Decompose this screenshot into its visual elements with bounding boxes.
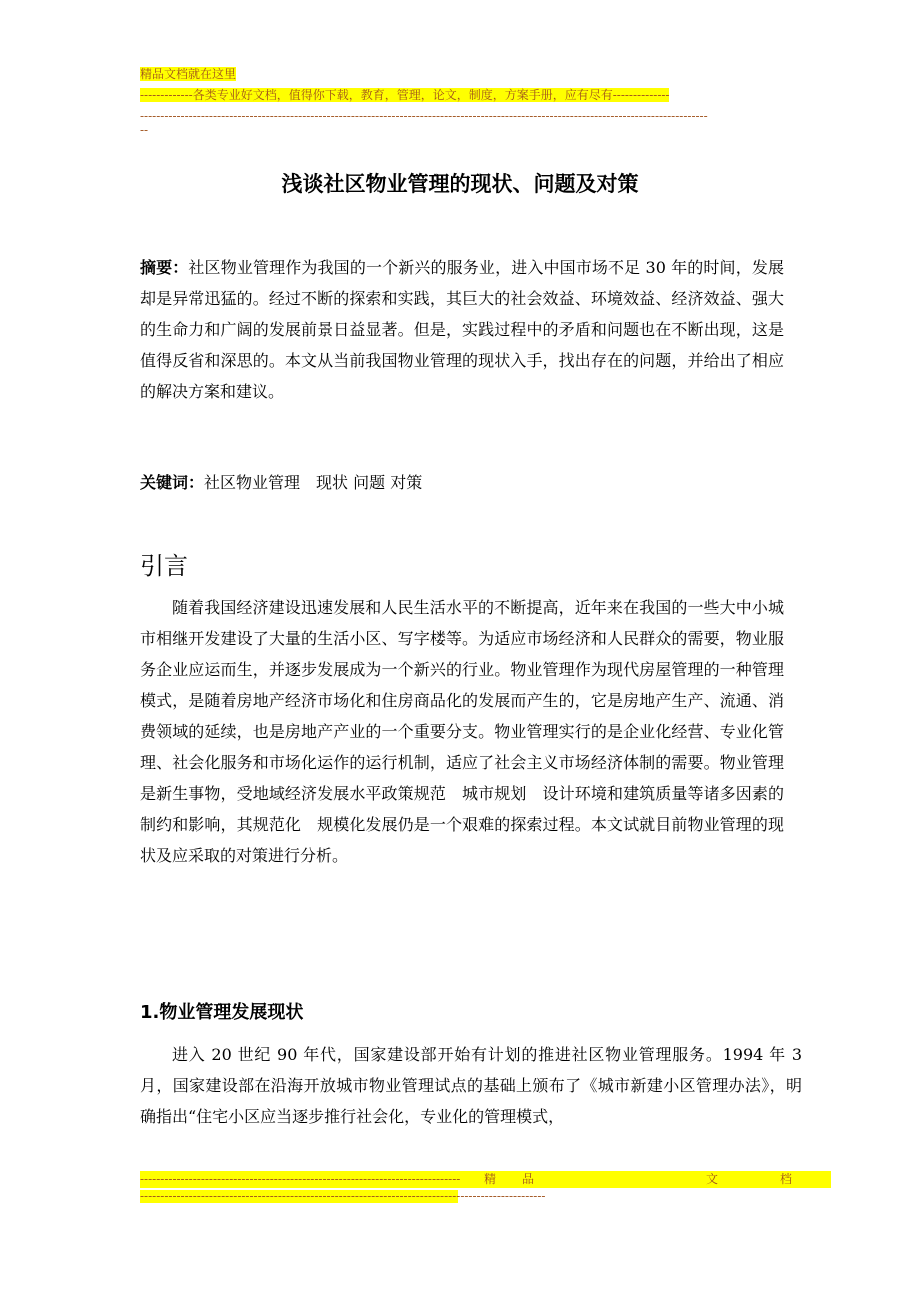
abstract-text: 社区物业管理作为我国的一个新兴的服务业，进入中国市场不足 30 年的时间，发展却是异常迅猛的。经过不断的探索和实践，其巨大的社会效益、环境效益、经济效益、强大的生命力和广阔的发展前景日益显著。但是，实践过程中的矛盾和问题也在不断出现，这是值得反省和深思的。本文从当前我国物业管理的现状入手，找出存在的问题，并给出了相应的解决方案和建议。: [140, 258, 784, 401]
header-line-4: --: [140, 123, 149, 137]
footer-word-2: 品: [522, 1172, 535, 1186]
intro-body: 随着我国经济建设迅速发展和人民生活水平的不断提高，近年来在我国的一些大中小城市相继开发建设了大量的生活小区、写字楼等。为适应市场经济和人民群众的需要，物业服务企业应运而生，并逐步发展成为一个新兴的行业。物业管理作为现代房屋管理的一种管理模式，是随着房地产经济市场化和住房商品化的发展而产生的，它是房地产生产、流通、消费领域的延续，也是房地产产业的一个重要分支。物业管理实行的是企业化经营、专业化管理、社会化服务和市场化运作的运行机制，适应了社会主义市场经济体制的需要。物业管理是新生事物，受地域经济发展水平政策规范 城市规划 设计环境和建筑质量等诸多因素的制约和影响，其规范化 规模化发展仍是一个艰难的探索过程。本文试就目前物业管理的现状及应采取的对策进行分析。: [140, 598, 784, 865]
footer-line-1: [140, 1171, 831, 1188]
section-1-heading: 1.物业管理发展现状: [140, 1002, 304, 1023]
intro-heading: 引言: [140, 552, 188, 580]
keywords-text: 社区物业管理 现状 问题 对策: [204, 473, 423, 492]
footer-line-2: ----------------------------------------------------------------------------------------------------: [140, 1189, 546, 1203]
footer-dashes: -------------------------------------------------------------------------------: [140, 1172, 461, 1186]
footer-word-1: 精: [484, 1172, 497, 1186]
section-1-body: 进入 20 世纪 90 年代，国家建设部开始有计划的推进社区物业管理服务。1994 年 3 月，国家建设部在沿海开放城市物业管理试点的基础上颁布了《城市新建小区管理办法》，明确指出“住宅小区应当逐步推行社会化，专业化的管理模式，: [140, 1045, 802, 1126]
keywords-paragraph: [140, 467, 784, 498]
footer-word-4: 档: [780, 1172, 793, 1186]
abstract-label: 摘要：: [140, 258, 189, 277]
abstract-paragraph: [140, 252, 784, 407]
footer-word-3: 文: [706, 1172, 719, 1186]
keywords-label: 关键词：: [140, 473, 205, 492]
header-line-1: 精品文档就在这里: [140, 67, 237, 81]
header-line-3: --------------------------------------------------------------------------------------------------------------------------------------------: [140, 109, 708, 123]
document-title: 浅谈社区物业管理的现状、问题及对策: [281, 172, 639, 196]
header-line-2: -------------各类专业好文档，值得你下载，教育，管理，论文，制度，方案手册，应有尽有--------------: [140, 88, 670, 102]
